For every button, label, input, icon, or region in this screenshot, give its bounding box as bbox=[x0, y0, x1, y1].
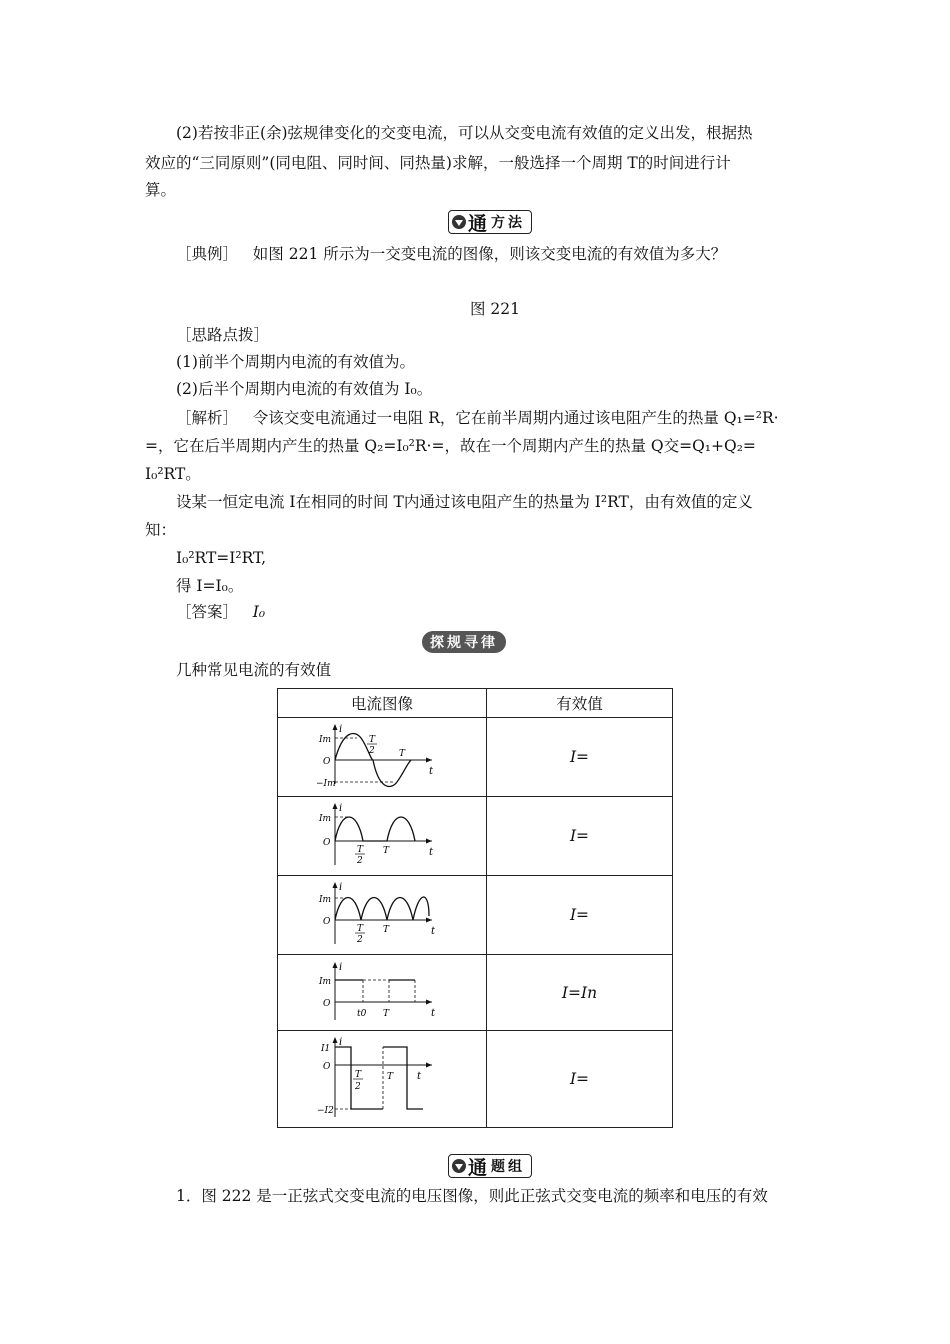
axis-t-label: t bbox=[429, 847, 434, 858]
table-row bbox=[278, 797, 673, 876]
axis-i-label: i bbox=[339, 1037, 343, 1048]
badge-label: 题组 bbox=[491, 1159, 526, 1175]
axis-t-label: t bbox=[431, 926, 436, 937]
i1-label: I1 bbox=[321, 1044, 331, 1054]
graph-cell bbox=[278, 797, 487, 876]
axis-t-label: t bbox=[431, 1007, 436, 1019]
table-row bbox=[278, 876, 673, 955]
example-text: 如图 221 所示为一交变电流的图像，则该交变电流的有效值为多大？ bbox=[252, 245, 727, 263]
axis-i-label: i bbox=[339, 724, 343, 735]
section-badge-method bbox=[448, 210, 532, 234]
value-cell: I= bbox=[487, 1031, 673, 1128]
half-period-T: T bbox=[355, 1070, 362, 1080]
badge-big-char: 通 bbox=[468, 212, 488, 235]
equation-line: 得 I=I₀。 bbox=[176, 577, 244, 595]
analysis-line: =，它在后半周期内产生的热量 Q₂=I₀²R·=，故在一个周期内产生的热量 Q交=Q₁+Q₂= bbox=[145, 437, 756, 455]
origin-label: O bbox=[323, 998, 331, 1009]
t0-label: t0 bbox=[357, 1008, 367, 1019]
half-wave-graph bbox=[317, 801, 447, 867]
hint-line: (1)前半个周期内电流的有效值为。 bbox=[176, 353, 415, 371]
origin-label: O bbox=[323, 917, 331, 927]
period-T: T bbox=[383, 1008, 390, 1019]
axis-i-label: i bbox=[339, 961, 343, 973]
axis-t-label: t bbox=[417, 1071, 422, 1082]
graph-cell bbox=[278, 1031, 487, 1128]
analysis-tag: ［解析］ bbox=[176, 409, 239, 427]
answer-line bbox=[176, 602, 265, 622]
table-row bbox=[278, 718, 673, 797]
analysis-line: 知： bbox=[145, 521, 177, 539]
graph-cell bbox=[278, 876, 487, 955]
example-question bbox=[176, 244, 726, 264]
answer-tag: ［答案］ bbox=[176, 603, 239, 621]
half-period-T: T bbox=[357, 924, 364, 934]
period-T: T bbox=[387, 1072, 394, 1082]
pulse-graph bbox=[317, 960, 447, 1022]
triangle-icon bbox=[452, 1159, 466, 1173]
period-T: T bbox=[383, 846, 390, 856]
example-tag: ［典例］ bbox=[176, 245, 239, 263]
value-cell: I= bbox=[487, 876, 673, 955]
problem-line: 1．图 222 是一正弦式交变电流的电压图像，则此正弦式交变电流的频率和电压的有效 bbox=[176, 1187, 768, 1205]
origin-label: O bbox=[323, 1062, 331, 1072]
section-badge-problems bbox=[448, 1154, 532, 1178]
period-T: T bbox=[399, 749, 406, 759]
table-caption: 几种常见电流的有效值 bbox=[176, 661, 332, 679]
triangle-icon bbox=[452, 215, 466, 229]
table-row bbox=[278, 1031, 673, 1128]
im-label: Im bbox=[319, 976, 332, 987]
im-label: Im bbox=[319, 814, 332, 824]
origin-label: O bbox=[323, 757, 331, 767]
analysis-line bbox=[176, 408, 779, 428]
badge-big-char: 通 bbox=[468, 1156, 488, 1179]
half-period-T: T bbox=[357, 845, 364, 855]
half-period-2: 2 bbox=[357, 856, 363, 866]
paragraph-line: (2)若按非正(余)弦规律变化的交变电流，可以从交变电流有效值的定义出发，根据热 bbox=[176, 124, 753, 142]
equation-line: I₀²RT=I²RT, bbox=[176, 549, 266, 567]
half-period-2: 2 bbox=[357, 935, 363, 945]
graph-cell bbox=[278, 955, 487, 1031]
sine-wave-graph bbox=[317, 722, 447, 788]
full-wave-graph bbox=[317, 880, 447, 946]
table-header-row bbox=[278, 689, 673, 718]
hint-tag: ［思路点拨］ bbox=[176, 326, 270, 344]
im-label: Im bbox=[319, 895, 332, 905]
neg-i2-label: −I2 bbox=[317, 1106, 334, 1116]
badge-label: 方法 bbox=[491, 215, 526, 231]
half-period-T: T bbox=[369, 735, 376, 745]
value-cell: I=In bbox=[487, 955, 673, 1031]
value-cell: I= bbox=[487, 718, 673, 797]
origin-label: O bbox=[323, 838, 331, 848]
half-period-2: 2 bbox=[369, 746, 375, 756]
table-header: 有效值 bbox=[487, 689, 673, 718]
paragraph-line: 效应的“三同原则”(同电阻、同时间、同热量)求解，一般选择一个周期 T的时间进行计 bbox=[145, 154, 731, 172]
neg-im-label: −Im bbox=[317, 779, 336, 788]
section-badge-rule: 探规寻律 bbox=[422, 631, 506, 653]
axis-t-label: t bbox=[429, 766, 434, 777]
analysis-text: 令该交变电流通过一电阻 R，它在前半周期内通过该电阻产生的热量 Q₁=²R· bbox=[252, 409, 779, 427]
period-T: T bbox=[383, 925, 390, 935]
table-header: 电流图像 bbox=[278, 689, 487, 718]
paragraph-line: 算。 bbox=[145, 181, 177, 199]
axis-i-label: i bbox=[339, 803, 343, 814]
figure-caption: 图 221 bbox=[470, 300, 521, 318]
hint-line: (2)后半个周期内电流的有效值为 I₀。 bbox=[176, 380, 433, 398]
effective-value-table bbox=[277, 688, 673, 1128]
analysis-line: 设某一恒定电流 I在相同的时间 T内通过该电阻产生的热量为 I²RT，由有效值的定义 bbox=[176, 493, 753, 511]
analysis-line: I₀²RT。 bbox=[145, 465, 201, 483]
graph-cell bbox=[278, 718, 487, 797]
axis-i-label: i bbox=[339, 882, 343, 893]
table-row bbox=[278, 955, 673, 1031]
answer-value: I₀ bbox=[252, 603, 266, 621]
im-label: Im bbox=[319, 735, 332, 745]
half-period-2: 2 bbox=[355, 1082, 361, 1092]
square-wave-graph bbox=[317, 1035, 447, 1119]
value-cell: I= bbox=[487, 797, 673, 876]
